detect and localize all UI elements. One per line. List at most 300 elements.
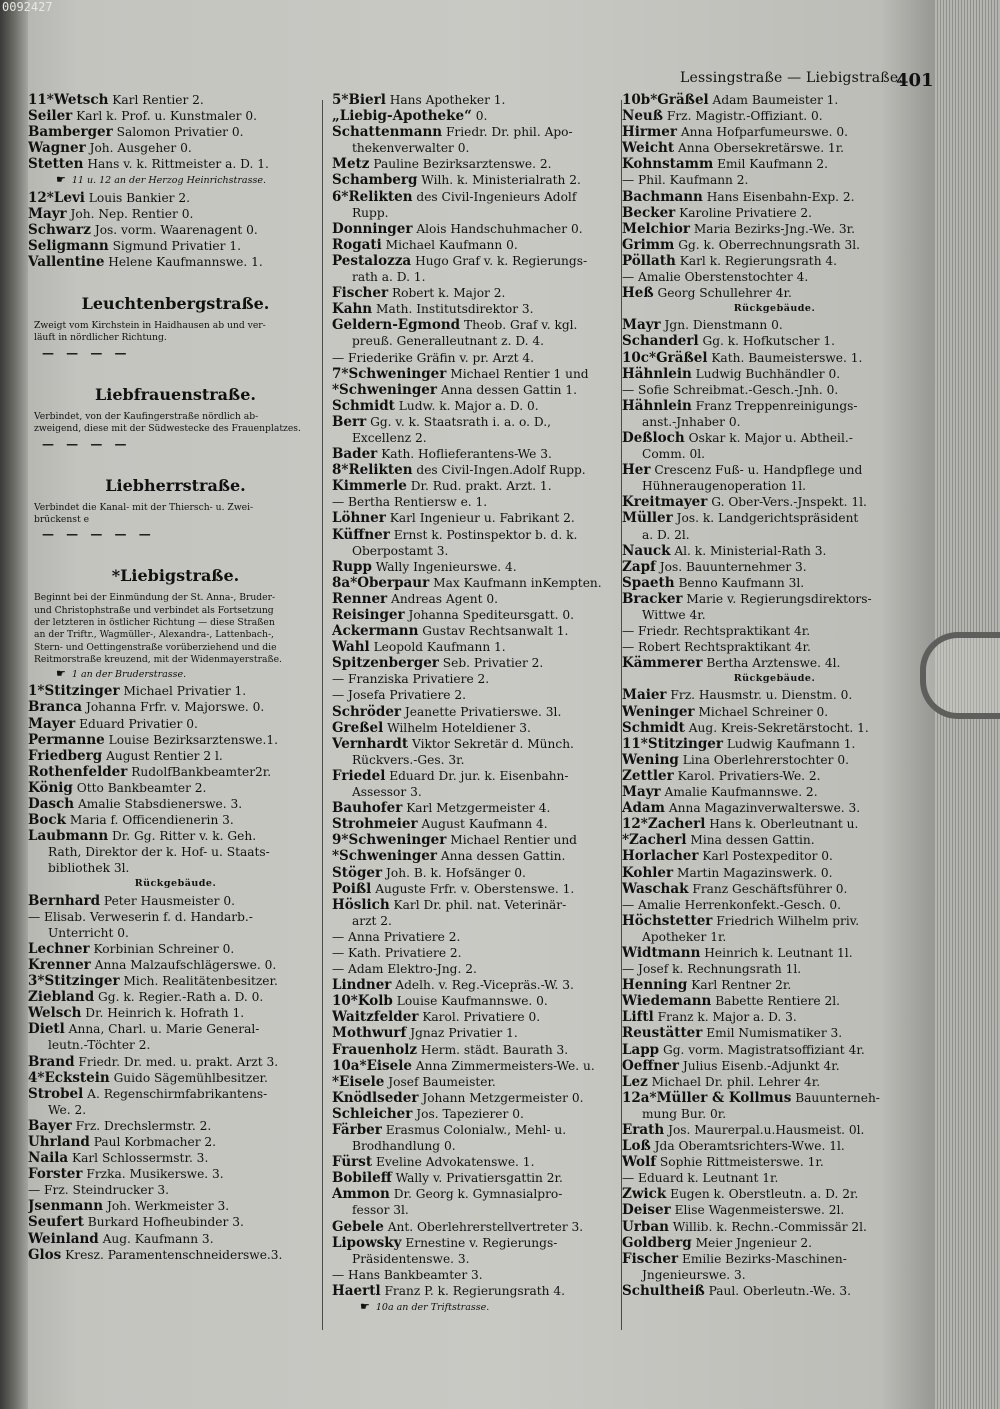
directory-entry <box>28 989 323 1005</box>
resident-name: *Zacherl <box>622 832 687 849</box>
directory-entry <box>332 237 620 253</box>
resident-name: Pöllath <box>622 252 676 269</box>
entry-details: Dr. Rud. prakt. Arzt. 1. <box>410 479 552 494</box>
directory-entry <box>332 156 620 172</box>
directory-entry <box>28 941 323 957</box>
entry-details: Theob. Graf v. kgl. <box>463 318 578 333</box>
entry-details: — Josef k. Rechnungsrath 1l. <box>622 962 802 977</box>
resident-name: Berr <box>332 413 367 430</box>
house-number: 10a* <box>332 1057 367 1074</box>
resident-name: Bracker <box>622 590 683 607</box>
entry-details: Frz. Drechslermstr. 2. <box>75 1118 212 1133</box>
directory-entry <box>332 816 620 832</box>
entry-details: Leopold Kaufmann 1. <box>373 640 506 655</box>
house-number: 5* <box>332 92 349 108</box>
resident-name: Frauenholz <box>332 1041 418 1058</box>
directory-entry <box>622 736 927 752</box>
entry-details: Korbinian Schreiner 0. <box>93 941 235 956</box>
rear-building-heading: Rückgebäude. <box>733 673 816 685</box>
resident-name: Bauhofer <box>332 800 403 817</box>
entry-details: Karl k. Regierungsrath 4. <box>679 253 838 268</box>
resident-name: Schwarz <box>28 221 91 238</box>
directory-entry <box>332 671 620 687</box>
entry-details: Michael Rentier und <box>450 833 577 848</box>
resident-name: Gräßel <box>656 349 708 366</box>
entry-details: Michael Rentier 1 und <box>450 366 589 381</box>
directory-entry <box>622 1154 927 1170</box>
entry-continuation: Präsidentenswe. 3. <box>352 1251 470 1266</box>
entry-details: Meier Jngenieur 2. <box>695 1235 812 1250</box>
entry-details: Gg. vorm. Magistratsoffiziant 4r. <box>663 1042 865 1057</box>
directory-entry <box>622 382 927 398</box>
directory-entry <box>28 254 323 270</box>
directory-entry <box>28 1182 323 1198</box>
entry-details: Eduard Dr. jur. k. Eisenbahn- <box>389 768 569 783</box>
entry-details: Frz. Hausmstr. u. Dienstm. 0. <box>670 688 853 703</box>
description-line: brückenst e <box>34 513 90 525</box>
directory-entry <box>332 1042 620 1058</box>
directory-entry <box>332 108 620 124</box>
entry-details: Viktor Sekretär d. Münch. <box>411 736 574 751</box>
entry-details: 0. <box>475 109 488 124</box>
directory-entry <box>332 848 620 864</box>
dash-separator: — — — — <box>42 436 131 451</box>
resident-name: Liftl <box>622 1009 654 1026</box>
entry-continuation: Unterricht 0. <box>48 925 129 940</box>
directory-entry <box>622 462 927 478</box>
directory-entry <box>332 285 620 301</box>
entry-details: Anna dessen Gattin. <box>440 849 566 864</box>
resident-name: Naila <box>28 1150 69 1167</box>
resident-name: Waitzfelder <box>332 1009 419 1026</box>
directory-entry <box>332 639 620 655</box>
street-description <box>28 502 323 527</box>
resident-name: Seligmann <box>28 237 109 254</box>
house-number: 8* <box>332 462 349 479</box>
entry-details: Joh. Werkmeister 3. <box>106 1199 230 1214</box>
resident-name: Fürst <box>332 1154 373 1171</box>
entry-details: — Elisab. Verweserin f. d. Handarb.- <box>28 909 253 924</box>
column-1 <box>28 92 323 1263</box>
directory-entry <box>28 1021 323 1037</box>
directory-entry <box>28 796 323 812</box>
resident-name: Lechner <box>28 940 90 957</box>
resident-name: Laubmann <box>28 828 109 845</box>
entry-details: A. Regenschirmfabrikantens- <box>87 1086 268 1101</box>
house-number: 6* <box>332 188 349 205</box>
entry-details: Adelh. v. Reg.-Vicepräs.-W. 3. <box>395 978 574 993</box>
entry-details: Mich. Realitätenbesitzer. <box>123 974 278 989</box>
directory-entry <box>332 1009 620 1025</box>
entry-details: Maria f. Officendienerin 3. <box>69 813 234 828</box>
directory-entry <box>28 1214 323 1230</box>
entry-continuation: Rath, Direktor der k. Hof- u. Staats- <box>48 845 270 860</box>
description-line: Beginnt bei der Einmündung der St. Anna-, Bruder- <box>34 592 276 604</box>
directory-entry <box>622 961 927 977</box>
entry-details: Joh. B. k. Hofsänger 0. <box>386 865 526 880</box>
house-number: 10c* <box>622 349 657 366</box>
entry-details: Bertha Arztenswe. 4l. <box>706 656 841 671</box>
house-number: 1* <box>28 683 45 700</box>
resident-name: Wolf <box>622 1154 657 1171</box>
pointing-hand-icon: ☛ <box>56 667 66 681</box>
description-line: der letzteren in östlicher Richtung — diese Straßen <box>34 617 275 629</box>
directory-entry <box>332 366 620 382</box>
resident-name: Hähnlein <box>622 397 692 414</box>
entry-details: — Anna Privatiere 2. <box>332 929 461 944</box>
resident-name: Grimm <box>622 236 675 253</box>
resident-name: Stöger <box>332 864 383 881</box>
entry-details: Louise Kaufmannswe. 0. <box>396 994 548 1009</box>
resident-name: Schultheiß <box>622 1282 705 1299</box>
directory-entry <box>622 494 927 510</box>
entry-details: Joh. Nep. Rentier 0. <box>70 206 194 221</box>
resident-name: Greßel <box>332 719 384 736</box>
directory-entry <box>622 221 927 237</box>
entry-details: Jeanette Privatierswe. 3l. <box>404 704 562 719</box>
entry-continuation: We. 2. <box>48 1102 87 1117</box>
directory-entry <box>622 156 927 172</box>
description-line: läuft in nördlicher Richtung. <box>34 332 167 344</box>
directory-entry <box>332 575 620 591</box>
directory-entry <box>332 591 620 607</box>
resident-name: Relikten <box>348 188 413 205</box>
resident-name: Löhner <box>332 510 386 527</box>
directory-entry <box>28 699 323 715</box>
directory-entry <box>28 764 323 780</box>
resident-name: Müller & Kollmus <box>656 1089 792 1106</box>
column-2 <box>332 92 620 1316</box>
resident-name: Bernhard <box>28 892 101 909</box>
entry-details: Karl k. Prof. u. Kunstmaler 0. <box>76 109 258 124</box>
resident-name: Ziebland <box>28 989 95 1006</box>
directory-entry <box>622 1138 927 1154</box>
directory-entry <box>28 1070 323 1086</box>
entry-details: Pauline Bezirksarztenswe. 2. <box>373 157 552 172</box>
entry-details: Ludwig Kaufmann 1. <box>726 736 856 751</box>
directory-entry <box>332 607 620 623</box>
house-number: 8a* <box>332 574 358 591</box>
entry-details: Oskar k. Major u. Abtheil.- <box>688 430 853 445</box>
resident-name: Becker <box>622 204 676 221</box>
resident-name: Lapp <box>622 1041 660 1058</box>
resident-name: Vernhardt <box>332 735 409 752</box>
directory-entry <box>28 812 323 828</box>
resident-name: Stitzinger <box>44 973 120 990</box>
entry-details: Julius Eisenb.-Adjunkt 4r. <box>682 1058 840 1073</box>
resident-name: König <box>28 779 73 796</box>
resident-name: Wiedemann <box>622 993 712 1010</box>
directory-entry <box>332 1219 620 1235</box>
entry-details: Eduard Privatier 0. <box>79 716 198 731</box>
entry-details: Friedrich Wilhelm priv. <box>716 913 860 928</box>
directory-entry <box>622 1058 927 1074</box>
entry-details: Karol. Privatiere 0. <box>422 1010 541 1025</box>
resident-name: Bachmann <box>622 188 703 205</box>
directory-entry <box>332 1170 620 1186</box>
directory-entry <box>332 993 620 1009</box>
resident-name: Seufert <box>28 1214 84 1231</box>
resident-name: Friedberg <box>28 747 103 764</box>
directory-entry <box>332 945 620 961</box>
directory-entry <box>622 1283 927 1299</box>
entry-details: Jos. k. Landgerichtspräsident <box>676 511 859 526</box>
street-title: Liebherrstraße. <box>105 475 246 495</box>
entry-details: Math. Institutsdirektor 3. <box>376 302 534 317</box>
directory-entry <box>332 559 620 575</box>
entry-details: Ant. Oberlehrerstellvertreter 3. <box>387 1219 584 1234</box>
entry-details: — Eduard k. Leutnant 1r. <box>622 1171 779 1186</box>
resident-name: Kreitmayer <box>622 494 708 511</box>
directory-entry <box>28 1005 323 1021</box>
entry-continuation: leutn.-Töchter 2. <box>48 1038 151 1053</box>
entry-details: Erasmus Colonialw., Mehl- u. <box>385 1123 567 1137</box>
resident-name: Stitzinger <box>647 735 723 752</box>
entry-details: Martin Magazinswerk. 0. <box>676 865 833 880</box>
resident-name: Fischer <box>332 285 389 302</box>
resident-name: Bierl <box>348 92 386 108</box>
directory-entry <box>622 430 927 446</box>
scan-id: 0092427 <box>2 0 53 14</box>
resident-name: Henning <box>622 977 688 994</box>
directory-entry <box>28 828 323 844</box>
directory-entry <box>622 269 927 285</box>
directory-entry <box>28 190 323 206</box>
resident-name: Reustätter <box>622 1025 703 1042</box>
entry-details: Aug. Kreis-Sekretärstocht. 1. <box>688 720 869 735</box>
resident-name: Brand <box>28 1053 75 1070</box>
directory-entry <box>332 1267 620 1283</box>
directory-entry <box>622 366 927 382</box>
resident-name: Friedel <box>332 767 386 784</box>
entry-details: Elise Wagenmeisterswe. 2l. <box>674 1203 845 1218</box>
entry-continuation: Hühneraugenoperation 1l. <box>642 479 807 494</box>
entry-details: Anna Zimmermeisters-We. u. <box>415 1058 595 1073</box>
entry-details: Karoline Privatiere 2. <box>679 205 813 220</box>
entry-details: Babette Rentiere 2l. <box>715 994 841 1009</box>
pointing-hand-icon: ☛ <box>56 173 66 187</box>
directory-entry <box>28 957 323 973</box>
directory-entry <box>332 1074 620 1090</box>
resident-name: Poißl <box>332 880 372 897</box>
resident-name: Rupp <box>332 558 372 575</box>
resident-name: Rothenfelder <box>28 763 128 780</box>
resident-name: Permanne <box>28 731 105 748</box>
pointing-hand-icon: ☛ <box>360 1300 370 1314</box>
resident-name: Schweninger <box>348 365 447 382</box>
entry-details: Aug. Kaufmann 3. <box>102 1231 214 1246</box>
resident-name: Goldberg <box>622 1234 692 1251</box>
directory-entry <box>332 398 620 414</box>
entry-details: Jos. Maurerpal.u.Hausmeist. 0l. <box>668 1123 865 1137</box>
directory-entry <box>622 398 927 414</box>
entry-details: Al. k. Ministerial-Rath 3. <box>674 543 827 558</box>
directory-entry <box>28 140 323 156</box>
directory-entry <box>622 752 927 768</box>
directory-entry <box>332 1154 620 1170</box>
directory-entry <box>332 881 620 897</box>
resident-name: Schleicher <box>332 1105 413 1122</box>
resident-name: Metz <box>332 156 370 173</box>
entry-details: — Sofie Schreibmat.-Gesch.-Jnh. 0. <box>622 382 839 397</box>
resident-name: Schweninger <box>348 832 447 849</box>
resident-name: Schanderl <box>622 333 699 350</box>
entry-details: Franz Treppenreinigungs- <box>695 398 858 413</box>
resident-name: Kahn <box>332 301 373 318</box>
directory-entry <box>622 591 927 607</box>
directory-entry <box>28 238 323 254</box>
directory-entry <box>332 382 620 398</box>
resident-name: Mayr <box>622 784 661 801</box>
entry-details: Jos. vorm. Waarenagent 0. <box>94 222 258 237</box>
page-number: 401 <box>896 70 934 91</box>
entry-details: Emilie Bezirks-Maschinen- <box>681 1251 847 1266</box>
resident-name: Weinland <box>28 1230 99 1247</box>
entry-details: Gg. v. k. Staatsrath i. a. o. D., <box>370 414 551 429</box>
resident-name: Ammon <box>332 1186 390 1203</box>
directory-entry <box>332 1235 620 1251</box>
resident-name: Mayr <box>28 205 67 222</box>
entry-details: — Friedr. Rechtspraktikant 4r. <box>622 624 811 639</box>
resident-name: Mayr <box>622 317 661 334</box>
house-number: 9* <box>332 832 349 849</box>
directory-entry <box>28 1166 323 1182</box>
house-number: 10* <box>332 993 358 1010</box>
description-line: zweigend, diese mit der Südwestecke des Frauenplatzes. <box>34 423 301 435</box>
entry-details: Franz Geschäftsführer 0. <box>692 881 848 896</box>
resident-name: Heß <box>622 285 654 302</box>
directory-entry <box>622 720 927 736</box>
resident-name: Nauck <box>622 542 671 559</box>
entry-details: Kath. Hoflieferantens-We 3. <box>381 447 552 462</box>
entry-continuation: a. D. 2l. <box>642 527 690 542</box>
entry-details: Adam Baumeister 1. <box>712 93 839 107</box>
resident-name: Lez <box>622 1073 648 1090</box>
entry-details: Michael Privatier 1. <box>123 684 247 699</box>
entry-details: Amalie Kaufmannswe. 2. <box>664 785 818 800</box>
directory-entry <box>622 189 927 205</box>
directory-entry <box>622 768 927 784</box>
directory-entry <box>28 909 323 925</box>
directory-entry <box>332 1025 620 1041</box>
directory-entry <box>28 973 323 989</box>
resident-name: Donninger <box>332 220 413 237</box>
resident-name: Kolb <box>357 993 393 1010</box>
directory-entry <box>622 237 927 253</box>
entry-details: Karl Rentier 2. <box>112 93 204 107</box>
directory-entry <box>622 897 927 913</box>
entry-details: Joh. Ausgeher 0. <box>89 141 192 156</box>
directory-entry <box>332 221 620 237</box>
resident-name: Branca <box>28 699 83 716</box>
entry-details: Karl Rentner 2r. <box>691 978 792 993</box>
entry-details: G. Ober-Vers.-Jnspekt. 1l. <box>711 495 867 510</box>
directory-entry <box>622 124 927 140</box>
directory-entry <box>332 736 620 752</box>
directory-entry <box>28 683 323 699</box>
resident-name: Zwick <box>622 1186 667 1203</box>
corner-note: ☛ 11 u. 12 an der Herzog Heinrichstrasse. <box>28 172 323 189</box>
entry-details: Friedr. Dr. phil. Apo- <box>445 125 573 140</box>
entry-details: Eveline Advokatenswe. 1. <box>376 1155 535 1170</box>
entry-details: Karl Metzgermeister 4. <box>406 801 551 816</box>
resident-name: Levi <box>53 189 85 206</box>
directory-entry <box>332 527 620 543</box>
entry-details: Wilh. k. Ministerialrath 2. <box>421 173 581 188</box>
entry-details: — Amalie Oberstenstochter 4. <box>622 270 809 285</box>
resident-name: Küffner <box>332 526 390 543</box>
directory-entry <box>622 575 927 591</box>
entry-list <box>622 92 927 1299</box>
entry-details: — Franziska Privatiere 2. <box>332 672 490 687</box>
street-title: *Liebigstraße. <box>111 566 240 586</box>
directory-entry <box>622 510 927 526</box>
resident-name: Welsch <box>28 1005 82 1022</box>
dash-separator: — — — — <box>42 345 131 360</box>
rear-building-heading: Rückgebäude. <box>733 303 816 315</box>
directory-entry <box>332 92 620 108</box>
entry-details: Josef Baumeister. <box>388 1074 496 1089</box>
entry-details: Alois Handschuhmacher 0. <box>416 221 583 236</box>
resident-name: Weninger <box>622 703 695 720</box>
directory-entry <box>332 350 620 366</box>
entry-details: August Rentier 2 l. <box>106 748 223 763</box>
resident-name: Her <box>622 462 651 479</box>
directory-entry <box>622 1219 927 1235</box>
entry-continuation: arzt 2. <box>352 913 392 928</box>
directory-entry <box>622 140 927 156</box>
entry-details: Dr. Gg. Ritter v. k. Geh. <box>112 829 257 844</box>
directory-entry <box>622 865 927 881</box>
directory-entry <box>332 1122 620 1138</box>
house-number: 10b* <box>622 92 658 108</box>
directory-entry <box>28 222 323 238</box>
resident-name: Schmidt <box>622 719 685 736</box>
resident-name: Erath <box>622 1122 665 1138</box>
entry-details: Robert k. Major 2. <box>391 286 506 301</box>
resident-name: Kimmerle <box>332 478 407 495</box>
resident-name: Relikten <box>348 462 413 479</box>
directory-entry <box>332 1186 620 1202</box>
corner-note: ☛ 1 an der Bruderstrasse. <box>28 666 323 683</box>
directory-entry <box>332 1283 620 1299</box>
entry-details: Herm. städt. Baurath 3. <box>420 1042 569 1057</box>
resident-name: Wetsch <box>53 92 109 108</box>
entry-details: Karl Schlossermstr. 3. <box>71 1151 209 1166</box>
directory-entry <box>622 1122 927 1138</box>
entry-details: RudolfBankbeamter2r. <box>131 764 272 779</box>
street-description <box>28 411 323 436</box>
description-line: Verbindet, von der Kaufingerstraße nördlich ab- <box>34 410 259 422</box>
resident-name: Rogati <box>332 236 382 253</box>
entry-continuation: Excellenz 2. <box>352 430 427 445</box>
resident-name: Gräßel <box>657 92 709 108</box>
entry-details: Marie v. Regierungsdirektors- <box>686 591 872 606</box>
entry-details: Frzka. Musikerswe. 3. <box>86 1167 224 1182</box>
description-line: Stern- und Oettingenstraße vorüberziehend und die <box>34 641 277 653</box>
directory-entry <box>28 716 323 732</box>
entry-details: Ludwig Buchhändler 0. <box>695 366 841 381</box>
resident-name: Strohmeier <box>332 816 418 833</box>
resident-name: Mayer <box>28 715 76 732</box>
street-block <box>28 475 323 543</box>
resident-name: Wahl <box>332 639 370 656</box>
entry-details: — Phil. Kaufmann 2. <box>622 173 749 188</box>
entry-list <box>28 683 323 1262</box>
entry-details: Emil Kaufmann 2. <box>717 157 828 172</box>
directory-entry <box>332 800 620 816</box>
street-title: Leuchtenbergstraße. <box>81 294 270 314</box>
